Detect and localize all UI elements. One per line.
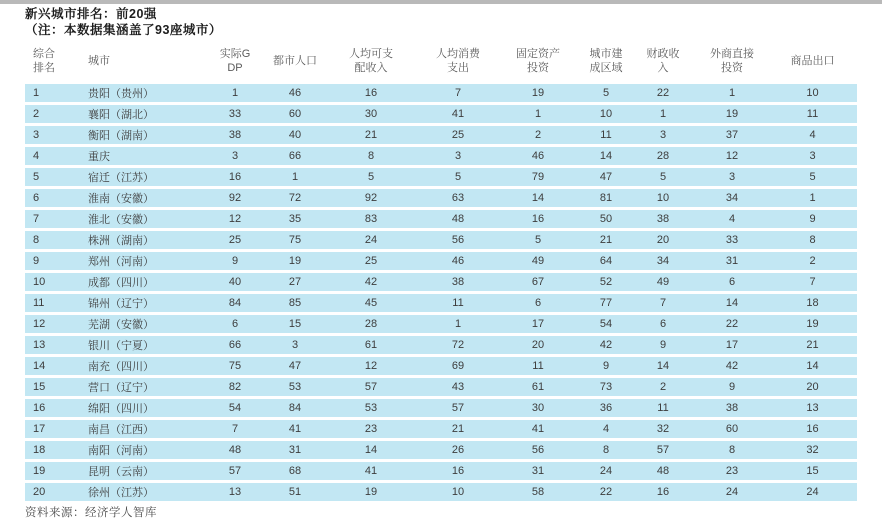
city-cell: 营口（辽宁） bbox=[88, 382, 154, 394]
value-cell: 84 bbox=[288, 402, 302, 414]
value-cell: 7 bbox=[454, 87, 462, 99]
value-cell: 6 bbox=[534, 297, 542, 309]
rank-cell: 12 bbox=[33, 318, 46, 330]
rank-cell: 1 bbox=[33, 87, 40, 99]
table-row bbox=[25, 462, 857, 480]
value-cell: 34 bbox=[725, 192, 739, 204]
city-cell: 南昌（江西） bbox=[88, 424, 154, 436]
page-title: 新兴城市排名：前20强 bbox=[25, 7, 157, 21]
rank-cell: 13 bbox=[33, 339, 46, 351]
column-header: 商品出口 bbox=[790, 55, 835, 68]
value-cell: 24 bbox=[806, 486, 819, 498]
value-cell: 1 bbox=[291, 171, 299, 183]
value-cell: 5 bbox=[454, 171, 462, 183]
value-cell: 11 bbox=[452, 297, 464, 309]
value-cell: 49 bbox=[656, 276, 670, 288]
value-cell: 51 bbox=[288, 486, 302, 498]
value-cell: 14 bbox=[364, 444, 378, 456]
value-cell: 79 bbox=[531, 171, 545, 183]
value-cell: 23 bbox=[725, 465, 739, 477]
value-cell: 52 bbox=[599, 276, 613, 288]
value-cell: 20 bbox=[806, 381, 819, 393]
value-cell: 2 bbox=[534, 129, 542, 141]
value-cell: 47 bbox=[599, 171, 613, 183]
value-cell: 3 bbox=[454, 150, 462, 162]
value-cell: 38 bbox=[656, 213, 670, 225]
value-cell: 26 bbox=[451, 444, 465, 456]
value-cell: 24 bbox=[599, 465, 613, 477]
value-cell: 57 bbox=[656, 444, 670, 456]
value-cell: 83 bbox=[364, 213, 378, 225]
value-cell: 60 bbox=[725, 423, 739, 435]
value-cell: 12 bbox=[228, 213, 242, 225]
value-cell: 3 bbox=[809, 150, 816, 162]
table-header-row bbox=[25, 44, 857, 80]
value-cell: 14 bbox=[531, 192, 545, 204]
value-cell: 8 bbox=[602, 444, 610, 456]
city-cell: 重庆 bbox=[88, 151, 110, 163]
value-cell: 18 bbox=[806, 297, 819, 309]
value-cell: 31 bbox=[288, 444, 302, 456]
page-note: （注：本数据集涵盖了93座城市） bbox=[25, 23, 222, 37]
value-cell: 45 bbox=[364, 297, 378, 309]
value-cell: 25 bbox=[451, 129, 465, 141]
value-cell: 10 bbox=[451, 486, 465, 498]
city-cell: 株洲（湖南） bbox=[88, 235, 154, 247]
table-row bbox=[25, 84, 857, 102]
value-cell: 14 bbox=[806, 360, 819, 372]
value-cell: 10 bbox=[656, 192, 670, 204]
rank-cell: 11 bbox=[33, 297, 45, 309]
rank-cell: 8 bbox=[33, 234, 40, 246]
value-cell: 6 bbox=[659, 318, 667, 330]
value-cell: 25 bbox=[228, 234, 242, 246]
value-cell: 37 bbox=[725, 129, 739, 141]
value-cell: 50 bbox=[599, 213, 613, 225]
table-row bbox=[25, 273, 857, 291]
value-cell: 6 bbox=[231, 318, 239, 330]
value-cell: 7 bbox=[809, 276, 816, 288]
value-cell: 47 bbox=[288, 360, 302, 372]
table-row bbox=[25, 252, 857, 270]
value-cell: 34 bbox=[656, 255, 670, 267]
table-row bbox=[25, 378, 857, 396]
value-cell: 28 bbox=[364, 318, 378, 330]
value-cell: 42 bbox=[364, 276, 378, 288]
value-cell: 1 bbox=[809, 192, 816, 204]
rank-cell: 4 bbox=[33, 150, 40, 162]
value-cell: 32 bbox=[806, 444, 819, 456]
column-header: 城市建成区域 bbox=[589, 48, 623, 74]
value-cell: 14 bbox=[656, 360, 670, 372]
value-cell: 54 bbox=[228, 402, 242, 414]
value-cell: 8 bbox=[809, 234, 816, 246]
value-cell: 38 bbox=[725, 402, 739, 414]
value-cell: 81 bbox=[599, 192, 613, 204]
rank-cell: 3 bbox=[33, 129, 40, 141]
city-cell: 南充（四川） bbox=[88, 361, 154, 373]
value-cell: 66 bbox=[228, 339, 242, 351]
value-cell: 16 bbox=[451, 465, 465, 477]
value-cell: 22 bbox=[656, 87, 670, 99]
column-header: 人均可支配收入 bbox=[349, 48, 393, 74]
value-cell: 36 bbox=[599, 402, 613, 414]
value-cell: 84 bbox=[228, 297, 242, 309]
value-cell: 63 bbox=[451, 192, 465, 204]
value-cell: 57 bbox=[228, 465, 242, 477]
rank-cell: 7 bbox=[33, 213, 40, 225]
table-row bbox=[25, 399, 857, 417]
value-cell: 21 bbox=[599, 234, 613, 246]
rank-cell: 14 bbox=[33, 360, 46, 372]
value-cell: 41 bbox=[288, 423, 302, 435]
value-cell: 67 bbox=[531, 276, 545, 288]
value-cell: 9 bbox=[231, 255, 239, 267]
table-row bbox=[25, 336, 857, 354]
value-cell: 22 bbox=[599, 486, 613, 498]
value-cell: 14 bbox=[599, 150, 613, 162]
column-header: 城市 bbox=[88, 55, 110, 68]
rank-cell: 10 bbox=[33, 276, 46, 288]
value-cell: 21 bbox=[451, 423, 465, 435]
value-cell: 73 bbox=[599, 381, 613, 393]
value-cell: 72 bbox=[451, 339, 465, 351]
value-cell: 15 bbox=[288, 318, 302, 330]
rank-cell: 16 bbox=[33, 402, 46, 414]
value-cell: 41 bbox=[531, 423, 545, 435]
value-cell: 69 bbox=[451, 360, 465, 372]
value-cell: 46 bbox=[531, 150, 545, 162]
value-cell: 22 bbox=[725, 318, 739, 330]
value-cell: 35 bbox=[288, 213, 302, 225]
value-cell: 24 bbox=[364, 234, 378, 246]
value-cell: 28 bbox=[656, 150, 670, 162]
value-cell: 9 bbox=[728, 381, 736, 393]
city-cell: 昆明（云南） bbox=[88, 466, 154, 478]
table-row bbox=[25, 315, 857, 333]
value-cell: 57 bbox=[364, 381, 378, 393]
value-cell: 1 bbox=[231, 87, 239, 99]
value-cell: 10 bbox=[806, 87, 819, 99]
value-cell: 12 bbox=[725, 150, 739, 162]
value-cell: 9 bbox=[602, 360, 610, 372]
value-cell: 31 bbox=[725, 255, 739, 267]
table-row bbox=[25, 105, 857, 123]
value-cell: 61 bbox=[531, 381, 545, 393]
value-cell: 48 bbox=[656, 465, 670, 477]
column-header: 财政收入 bbox=[646, 48, 680, 74]
table-row bbox=[25, 189, 857, 207]
value-cell: 42 bbox=[725, 360, 739, 372]
value-cell: 5 bbox=[809, 171, 816, 183]
value-cell: 54 bbox=[599, 318, 613, 330]
value-cell: 33 bbox=[228, 108, 242, 120]
value-cell: 1 bbox=[534, 108, 542, 120]
value-cell: 19 bbox=[806, 318, 819, 330]
value-cell: 75 bbox=[228, 360, 242, 372]
value-cell: 6 bbox=[728, 276, 736, 288]
value-cell: 3 bbox=[291, 339, 299, 351]
value-cell: 19 bbox=[531, 87, 545, 99]
value-cell: 53 bbox=[364, 402, 378, 414]
value-cell: 56 bbox=[451, 234, 465, 246]
rank-cell: 18 bbox=[33, 444, 46, 456]
value-cell: 23 bbox=[364, 423, 378, 435]
value-cell: 4 bbox=[728, 213, 736, 225]
table-row bbox=[25, 294, 857, 312]
value-cell: 43 bbox=[451, 381, 465, 393]
value-cell: 85 bbox=[288, 297, 302, 309]
value-cell: 15 bbox=[806, 465, 819, 477]
city-cell: 芜湖（安徽） bbox=[88, 319, 154, 331]
table-row bbox=[25, 357, 857, 375]
value-cell: 7 bbox=[659, 297, 667, 309]
table-row bbox=[25, 441, 857, 459]
rank-cell: 2 bbox=[33, 108, 40, 120]
value-cell: 11 bbox=[532, 360, 544, 372]
city-cell: 淮南（安徽） bbox=[88, 193, 154, 205]
column-header: 人均消费支出 bbox=[436, 48, 480, 74]
value-cell: 16 bbox=[531, 213, 545, 225]
value-cell: 42 bbox=[599, 339, 613, 351]
city-cell: 成都（四川） bbox=[88, 277, 154, 289]
ranking-table bbox=[25, 44, 857, 501]
value-cell: 7 bbox=[231, 423, 239, 435]
value-cell: 82 bbox=[228, 381, 242, 393]
column-header: 综合排名 bbox=[33, 48, 55, 74]
value-cell: 58 bbox=[531, 486, 545, 498]
value-cell: 21 bbox=[806, 339, 819, 351]
value-cell: 14 bbox=[725, 297, 739, 309]
value-cell: 49 bbox=[531, 255, 545, 267]
value-cell: 16 bbox=[656, 486, 670, 498]
value-cell: 57 bbox=[451, 402, 465, 414]
value-cell: 60 bbox=[288, 108, 302, 120]
value-cell: 30 bbox=[531, 402, 545, 414]
value-cell: 5 bbox=[659, 171, 667, 183]
column-header: 实际GDP bbox=[219, 48, 251, 74]
value-cell: 19 bbox=[288, 255, 302, 267]
city-cell: 绵阳（四川） bbox=[88, 403, 154, 415]
value-cell: 19 bbox=[725, 108, 739, 120]
rank-cell: 20 bbox=[33, 486, 46, 498]
value-cell: 38 bbox=[451, 276, 465, 288]
value-cell: 11 bbox=[600, 129, 612, 141]
value-cell: 17 bbox=[531, 318, 545, 330]
value-cell: 16 bbox=[364, 87, 378, 99]
value-cell: 1 bbox=[728, 87, 736, 99]
value-cell: 17 bbox=[725, 339, 739, 351]
value-cell: 10 bbox=[599, 108, 613, 120]
value-cell: 16 bbox=[806, 423, 819, 435]
value-cell: 40 bbox=[288, 129, 302, 141]
city-cell: 银川（宁夏） bbox=[88, 340, 154, 352]
value-cell: 68 bbox=[288, 465, 302, 477]
value-cell: 66 bbox=[288, 150, 302, 162]
table-row bbox=[25, 210, 857, 228]
value-cell: 41 bbox=[451, 108, 465, 120]
city-cell: 郑州（河南） bbox=[88, 256, 154, 268]
value-cell: 11 bbox=[657, 402, 669, 414]
value-cell: 2 bbox=[659, 381, 667, 393]
value-cell: 38 bbox=[228, 129, 242, 141]
city-cell: 徐州（江苏） bbox=[88, 487, 154, 499]
value-cell: 1 bbox=[454, 318, 462, 330]
column-header: 固定资产投资 bbox=[516, 48, 560, 74]
value-cell: 3 bbox=[728, 171, 736, 183]
value-cell: 4 bbox=[809, 129, 816, 141]
top-divider-bar bbox=[0, 0, 882, 4]
value-cell: 27 bbox=[288, 276, 302, 288]
city-cell: 襄阳（湖北） bbox=[88, 109, 154, 121]
city-cell: 淮北（安徽） bbox=[88, 214, 154, 226]
table-row bbox=[25, 168, 857, 186]
value-cell: 53 bbox=[288, 381, 302, 393]
value-cell: 24 bbox=[725, 486, 739, 498]
rank-cell: 15 bbox=[33, 381, 46, 393]
value-cell: 3 bbox=[231, 150, 239, 162]
value-cell: 12 bbox=[364, 360, 378, 372]
table-row bbox=[25, 231, 857, 249]
value-cell: 61 bbox=[364, 339, 378, 351]
city-cell: 贵阳（贵州） bbox=[88, 88, 154, 100]
value-cell: 13 bbox=[228, 486, 242, 498]
value-cell: 92 bbox=[228, 192, 242, 204]
value-cell: 25 bbox=[364, 255, 378, 267]
value-cell: 5 bbox=[602, 87, 610, 99]
table-row bbox=[25, 147, 857, 165]
value-cell: 33 bbox=[725, 234, 739, 246]
city-cell: 锦州（辽宁） bbox=[88, 298, 154, 310]
value-cell: 13 bbox=[806, 402, 819, 414]
value-cell: 40 bbox=[228, 276, 242, 288]
value-cell: 31 bbox=[531, 465, 545, 477]
value-cell: 20 bbox=[656, 234, 670, 246]
rank-cell: 9 bbox=[33, 255, 40, 267]
table-body bbox=[25, 84, 857, 501]
source-note: 资料来源：经济学人智库 bbox=[25, 507, 157, 519]
rank-cell: 6 bbox=[33, 192, 40, 204]
rank-cell: 19 bbox=[33, 465, 46, 477]
table-row bbox=[25, 483, 857, 501]
value-cell: 21 bbox=[364, 129, 378, 141]
value-cell: 3 bbox=[659, 129, 667, 141]
content-area bbox=[25, 6, 857, 520]
value-cell: 8 bbox=[367, 150, 375, 162]
value-cell: 32 bbox=[656, 423, 670, 435]
value-cell: 48 bbox=[451, 213, 465, 225]
value-cell: 20 bbox=[531, 339, 545, 351]
value-cell: 1 bbox=[659, 108, 667, 120]
value-cell: 46 bbox=[288, 87, 302, 99]
value-cell: 5 bbox=[367, 171, 375, 183]
rank-cell: 17 bbox=[33, 423, 46, 435]
value-cell: 41 bbox=[364, 465, 378, 477]
value-cell: 75 bbox=[288, 234, 302, 246]
value-cell: 30 bbox=[364, 108, 378, 120]
value-cell: 19 bbox=[364, 486, 378, 498]
value-cell: 16 bbox=[228, 171, 242, 183]
value-cell: 92 bbox=[364, 192, 378, 204]
table-row bbox=[25, 420, 857, 438]
value-cell: 56 bbox=[531, 444, 545, 456]
column-header: 都市人口 bbox=[273, 55, 317, 68]
value-cell: 64 bbox=[599, 255, 613, 267]
value-cell: 5 bbox=[534, 234, 542, 246]
rank-cell: 5 bbox=[33, 171, 40, 183]
table-row bbox=[25, 126, 857, 144]
city-cell: 衡阳（湖南） bbox=[88, 130, 154, 142]
city-cell: 宿迁（江苏） bbox=[88, 172, 154, 184]
column-header: 外商直接投资 bbox=[710, 48, 754, 74]
value-cell: 11 bbox=[806, 108, 819, 120]
value-cell: 48 bbox=[228, 444, 242, 456]
city-cell: 南阳（河南） bbox=[88, 445, 154, 457]
value-cell: 4 bbox=[602, 423, 610, 435]
value-cell: 8 bbox=[728, 444, 736, 456]
value-cell: 9 bbox=[659, 339, 667, 351]
value-cell: 72 bbox=[288, 192, 302, 204]
value-cell: 77 bbox=[599, 297, 613, 309]
value-cell: 2 bbox=[809, 255, 816, 267]
value-cell: 46 bbox=[451, 255, 465, 267]
value-cell: 9 bbox=[809, 213, 816, 225]
